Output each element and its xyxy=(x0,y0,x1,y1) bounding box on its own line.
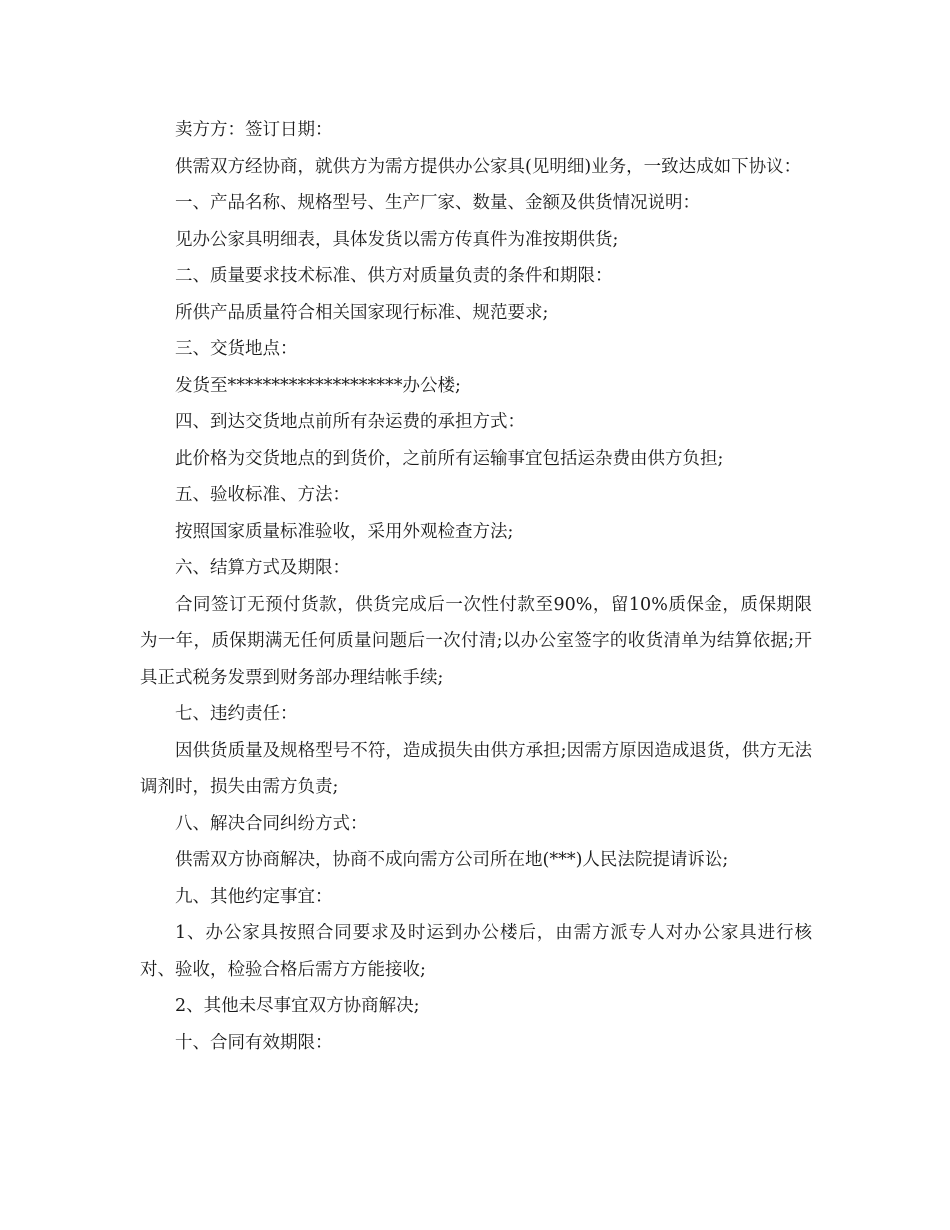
section-5-body: 按照国家质量标准验收，采用外观检查方法; xyxy=(175,521,514,542)
section-2-body: 所供产品质量符合相关国家现行标准、规范要求; xyxy=(175,302,549,323)
section-6-heading: 六、结算方式及期限： xyxy=(175,558,350,578)
section-6-body: 合同签订无预付货款，供货完成后一次性付款至90%，留10%质保金，质保期限为一年，质保期满无任何质量问题后一次付清;以办公室签字的收货清单为结算依据;开具正式税务发票到财务部办理结帐手续; xyxy=(140,594,812,688)
agreement-intro: 供需双方经协商，就供方为需方提供办公家具(见明细)业务，一致达成如下协议： xyxy=(175,156,802,177)
section-1-body: 见办公家具明细表，具体发货以需方传真件为准按期供货; xyxy=(175,229,619,250)
section-1-heading: 一、产品名称、规格型号、生产厂家、数量、金额及供货情况说明： xyxy=(175,193,700,213)
seller-sign-date-line: 卖方方：签订日期： xyxy=(175,120,333,140)
section-4-body: 此价格为交货地点的到货价，之前所有运输事宜包括运杂费由供方负担; xyxy=(175,448,724,469)
section-7-body: 因供货质量及规格型号不符，造成损失由供方承担;因需方原因造成退货，供方无法调剂时，损失由需方负责; xyxy=(140,740,812,797)
section-9-item-1: 1、办公家具按照合同要求及时运到办公楼后，由需方派专人对办公家具进行核对、验收，检验合格后需方方能接收; xyxy=(140,923,812,980)
section-8-body: 供需双方协商解决，协商不成向需方公司所在地(***)人民法院提请诉讼; xyxy=(175,850,729,870)
section-3-body: 发货至********************办公楼; xyxy=(175,375,461,396)
section-10-heading: 十、合同有效期限： xyxy=(175,1032,333,1053)
section-3-heading: 三、交货地点： xyxy=(175,339,298,359)
section-5-heading: 五、验收标准、方法： xyxy=(175,485,350,505)
section-2-heading: 二、质量要求技术标准、供方对质量负责的条件和期限： xyxy=(175,266,613,286)
section-9-item-2: 2、其他未尽事宜双方协商解决; xyxy=(175,996,420,1016)
section-4-heading: 四、到达交货地点前所有杂运费的承担方式： xyxy=(175,412,525,432)
section-9-heading: 九、其他约定事宜： xyxy=(175,886,333,907)
section-7-heading: 七、违约责任： xyxy=(175,704,298,724)
document-body xyxy=(140,112,812,1061)
section-8-heading: 八、解决合同纠纷方式： xyxy=(175,813,368,834)
